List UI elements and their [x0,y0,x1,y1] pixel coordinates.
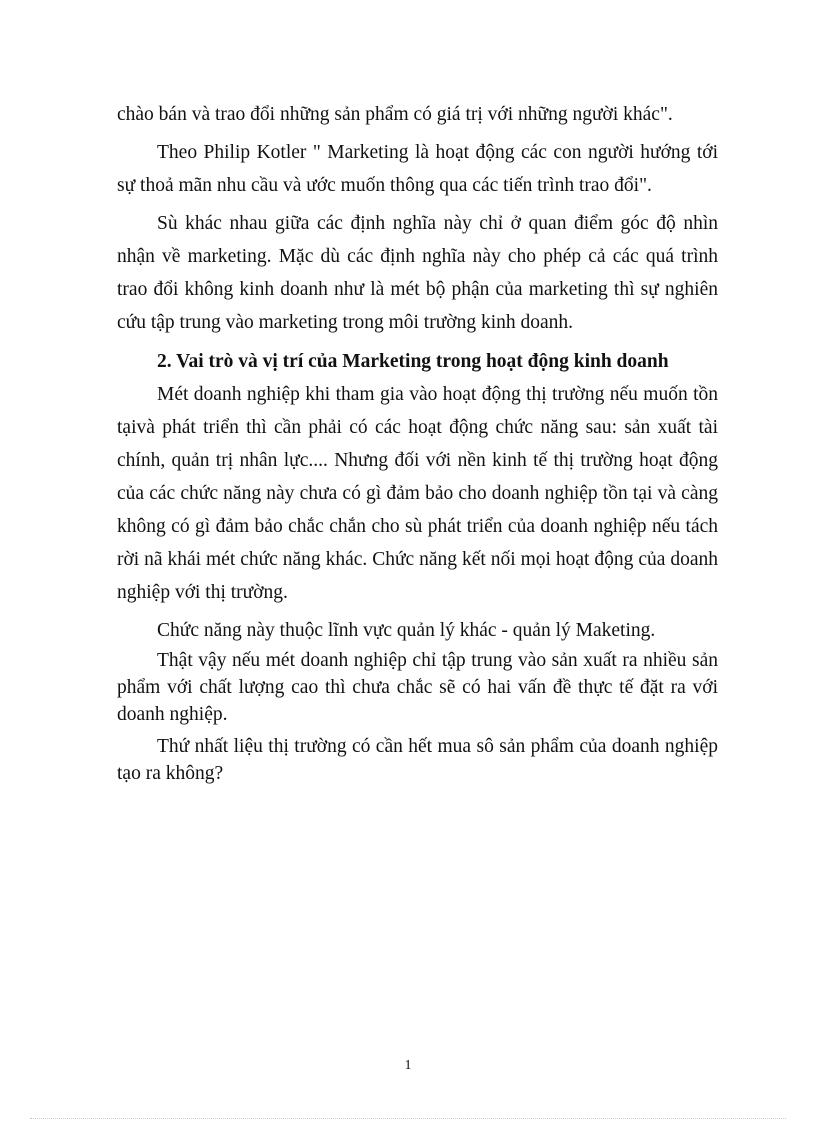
paragraph-continuation: chào bán và trao đổi những sản phẩm có giá trị với những người khác". [117,104,673,125]
paragraph-definitions-difference: Sù khác nhau giữa các định nghĩa này chỉ ở quan điểm góc độ nhìn nhận về marketing. Mặc dù các định nghĩa này cho phép cả các quá trình trao đổi không kinh doanh như là mét bộ phận của marketing thì sự nghiên cứu tập trung vào marketing trong môi trường kinh doanh. [117,213,718,333]
paragraph-first-question: Thứ nhất liệu thị trường có cần hết mua sô sản phẩm của doanh nghiệp tạo ra không? [117,736,718,784]
footer-divider [30,1118,786,1119]
paragraph-business-functions: Mét doanh nghiệp khi tham gia vào hoạt động thị trường nếu muốn tồn tạivà phát triển thì cần phải có các hoạt động chức năng sau: sản xuất tài chính, quản trị nhân lực.... Nhưng đối với nền kinh tế thị trường hoạt động của các chức năng này chưa có gì đảm bảo cho doanh nghiệp tồn tại và càng không có gì đảm bảo chắc chắn cho sù phát triển của doanh nghiệp nếu tách rời nã khái mét chức năng khác. Chức năng kết nối mọi hoạt động của doanh nghiệp với thị trường. [117,384,718,603]
document-body [117,98,718,787]
paragraph-kotler-definition: Theo Philip Kotler " Marketing là hoạt động các con người hướng tới sự thoả mãn nhu cầu và ước muốn thông qua các tiến trình trao đổi". [117,142,718,196]
page-number: 1 [404,1058,412,1073]
paragraph-marketing-management: Chức năng này thuộc lĩnh vực quản lý khác - quản lý Maketing. [157,620,656,641]
paragraph-production-focus: Thật vậy nếu mét doanh nghiệp chỉ tập trung vào sản xuất ra nhiều sản phẩm với chất lượng cao thì chưa chắc sẽ có hai vấn đề thực tế đặt ra với doanh nghiệp. [117,650,718,725]
section-heading: 2. Vai trò và vị trí của Marketing trong hoạt động kinh doanh [157,351,669,372]
